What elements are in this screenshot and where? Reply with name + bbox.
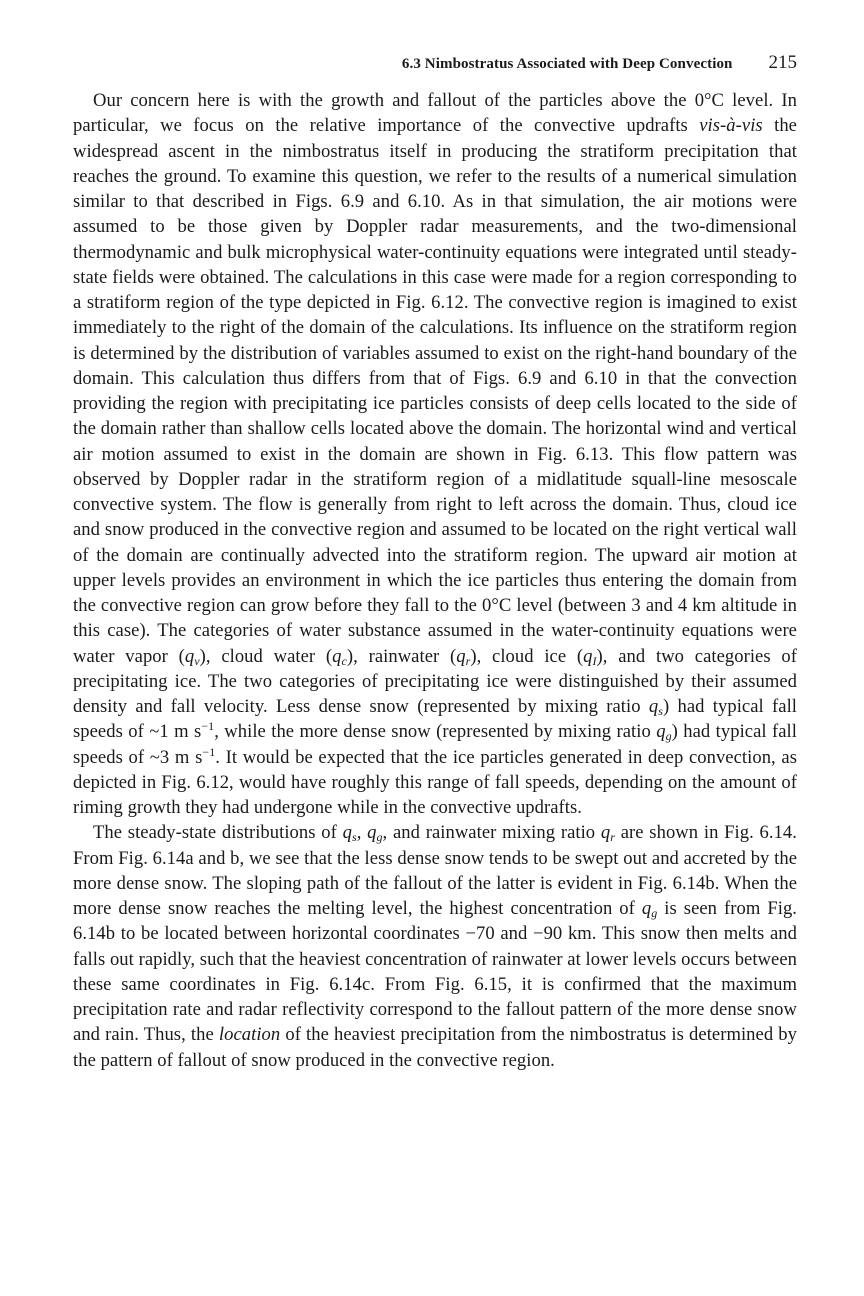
variable-qr: $q_r$ — [456, 645, 471, 668]
text-span: ), cloud ice ( — [470, 645, 584, 667]
text-span: Our concern here is with the growth and fallout of the particles above the 0°C level. In particular, we focus on the relative importance of the convective updrafts — [73, 90, 797, 137]
page-number: 215 — [768, 52, 797, 73]
variable-qs: $q_s$ — [342, 822, 357, 845]
text-span: , while the more dense snow (represented by mixing ratio — [214, 721, 657, 743]
variable-qg: $q_g$ — [367, 822, 383, 845]
italic-text: location — [218, 1024, 281, 1046]
variable-qr: $q_r$ — [600, 822, 615, 845]
variable-qg: $q_g$ — [656, 721, 672, 744]
variable-qv: $q_v$ — [184, 645, 200, 668]
text-span: , and rainwater mixing ratio — [382, 822, 601, 844]
text-span: ), cloud water ( — [199, 645, 333, 667]
exponent: −1 — [202, 744, 216, 759]
variable-qI: $q_I$ — [583, 645, 597, 668]
running-head — [73, 52, 797, 82]
italic-text: vis-à-vis — [699, 115, 763, 137]
variable-qg: $q_g$ — [641, 898, 658, 920]
text-span: The steady-state distributions of — [93, 822, 343, 844]
text-span: , — [356, 822, 368, 844]
book-page — [73, 52, 797, 1073]
section-title: 6.3 Nimbostratus Associated with Deep Convection — [401, 56, 733, 72]
text-span: are shown in Fig. 6.14. From Fig. 6.14a and b, we see that the less dense snow tends to be swept out and accreted by the more dense snow. The sloping path of the fallout of the latter is evident in Fig. 6.14b. When the more dense snow reaches the melting level, the highest concentration of — [73, 822, 797, 919]
text-span: ), rainwater ( — [346, 645, 457, 667]
variable-qc: $q_c$ — [332, 645, 347, 668]
variable-qs: $q_s$ — [648, 696, 663, 718]
text-span: . It would be expected that the ice particles generated in deep convection, as depicted in Fig. 6.12, would have roughly this range of fall speeds, depending on the amount of riming growth they had undergone while in the convective updrafts. — [73, 746, 797, 818]
text-span: ) had typical fall speeds of ~1 m s — [73, 696, 797, 743]
text-span: the widespread ascent in the nimbostratus itself in producing the stratiform precipitation that reaches the ground. To examine this question, we refer to the results of a numerical simulation similar to that described in Figs. 6.9 and 6.10. As in that simulation, the air motions were assumed to be those given by Doppler radar measurements, and the two-dimensional thermodynamic and bulk microphysical water-continuity equations were integrated until steady-state fields were obtained. The calculations in this case were made for a region corresponding to a stratiform region of the type depicted in Fig. 6.12. The convective region is imagined to exist immediately to the right of the domain of the calculations. Its influence on the stratiform region is determined by the distribution of variables assumed to exist on the right-hand boundary of the domain. This calculation thus differs from that of Figs. 6.9 and 6.10 in that the convection providing the region with precipitating ice particles consists of deep cells located to the side of the domain rather than shallow cells located above the domain. The horizontal wind and vertical air motion assumed to exist in the domain are shown in Fig. 6.13. This flow pattern was observed by Doppler radar in the stratiform region of a midlatitude squall-line mesoscale convective system. The flow is generally from right to left across the domain. Thus, cloud ice and snow produced in the convective region and assumed to be located on the right vertical wall of the domain are continually advected into the stratiform region. The upward air motion at upper levels provides an environment in which the ice particles thus entering the domain from the convective region can grow before they fall to the 0°C level (between 3 and 4 km altitude in this case). The categories of water substance assumed in the water-continuity equations were water vapor ( — [73, 115, 797, 667]
paragraph-2 — [73, 820, 797, 1073]
text-span: is seen from Fig. 6.14b to be located between horizontal coordinates −70 and −90 km. This snow then melts and falls out rapidly, such that the heaviest concentration of rainwater at lower levels occurs between these same coordinates in Fig. 6.14c. From Fig. 6.15, it is confirmed that the maximum precipitation rate and radar reflectivity correspond to the fallout pattern of the more dense snow and rain. Thus, the — [73, 898, 798, 1046]
text-span: ), and two categories of precipitating ice. The two categories of precipitating ice were distinguished by their assumed density and fall velocity. Less dense snow (represented by mixing ratio — [73, 645, 797, 717]
text-span: of the heaviest precipitation from the nimbostratus is determined by the pattern of fallout of snow produced in the convective region. — [73, 1024, 797, 1071]
text-span: ) had typical fall speeds of ~3 m s — [73, 721, 797, 768]
paragraph-1 — [73, 88, 797, 820]
exponent: −1 — [201, 719, 215, 734]
